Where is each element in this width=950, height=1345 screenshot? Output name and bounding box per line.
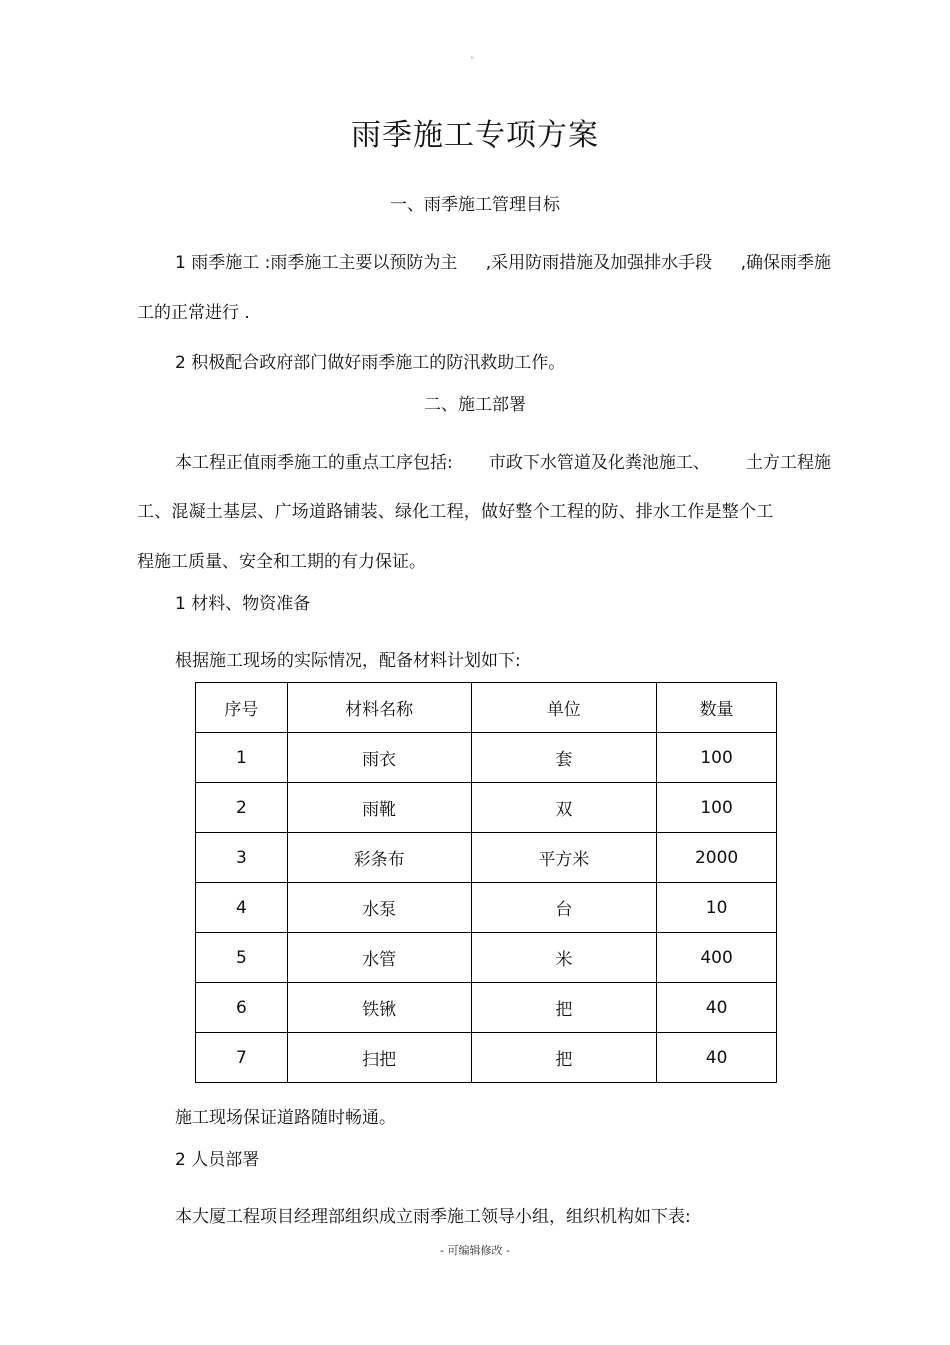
cell-unit: 平方米 [471,833,657,883]
section2-para-line3: 程施工质量、安全和工期的有力保证。 [137,552,426,572]
cell-index: 6 [196,983,288,1033]
table-header-row [196,683,777,733]
table-row [196,983,777,1033]
cell-index: 4 [196,883,288,933]
section1-item1-line1 [175,248,831,273]
cell-quantity: 40 [657,1033,777,1083]
section2-heading: 二、施工部署 [424,395,526,415]
cell-index: 1 [196,733,288,783]
para-part-3: 土方工程施 [745,453,831,473]
cell-quantity: 100 [657,783,777,833]
cell-quantity: 2000 [657,833,777,883]
cell-material: 雨靴 [287,783,471,833]
table-row [196,833,777,883]
table-row [196,883,777,933]
table-row [196,933,777,983]
cell-material: 铁锹 [287,983,471,1033]
header-unit: 单位 [471,683,657,733]
cell-unit: 台 [471,883,657,933]
cell-index: 5 [196,933,288,983]
section1-item2: 2 积极配合政府部门做好雨季施工的防汛救助工作。 [175,353,566,373]
after-table-note: 施工现场保证道路随时畅通。 [175,1108,396,1128]
materials-table [195,682,777,1083]
table-row [196,783,777,833]
header-material-name: 材料名称 [287,683,471,733]
cell-unit: 把 [471,983,657,1033]
header-index: 序号 [196,683,288,733]
subsection1-intro: 根据施工现场的实际情况，配备材料计划如下: [175,651,521,671]
cell-material: 雨衣 [287,733,471,783]
cell-quantity: 40 [657,983,777,1033]
subsection2-heading: 2 人员部署 [175,1150,260,1170]
top-mark: 。 [470,51,480,61]
cell-quantity: 100 [657,733,777,783]
item1-part-1: 1 雨季施工 :雨季施工主要以预防为主 [175,253,458,273]
para-part-2: 市政下水管道及化粪池施工、 [488,453,710,473]
section1-item1-line2: 工的正常进行 . [137,303,250,323]
section1-heading: 一、雨季施工管理目标 [390,195,560,215]
cell-index: 7 [196,1033,288,1083]
cell-quantity: 10 [657,883,777,933]
item1-part-2: ,采用防雨措施及加强排水手段 [485,253,713,273]
cell-material: 扫把 [287,1033,471,1083]
subsection1-heading: 1 材料、物资准备 [175,594,311,614]
cell-material: 水管 [287,933,471,983]
table-row [196,1033,777,1083]
section2-para-line1 [175,448,831,473]
cell-unit: 米 [471,933,657,983]
cell-unit: 双 [471,783,657,833]
cell-quantity: 400 [657,933,777,983]
cell-unit: 把 [471,1033,657,1083]
subsection2-intro: 本大厦工程项目经理部组织成立雨季施工领导小组，组织机构如下表: [175,1207,691,1227]
section2-para-line2: 工、混凝土基层、广场道路铺装、绿化工程，做好整个工程的防、排水工作是整个工 [137,502,774,522]
cell-material: 彩条布 [287,833,471,883]
cell-index: 3 [196,833,288,883]
document-title: 雨季施工专项方案 [351,118,599,153]
cell-unit: 套 [471,733,657,783]
para-part-1: 本工程正值雨季施工的重点工序包括: [175,453,453,473]
page-footer: - 可编辑修改 - [440,1244,510,1257]
cell-material: 水泵 [287,883,471,933]
table-row [196,733,777,783]
header-quantity: 数量 [657,683,777,733]
item1-part-3: ,确保雨季施 [740,253,831,273]
cell-index: 2 [196,783,288,833]
